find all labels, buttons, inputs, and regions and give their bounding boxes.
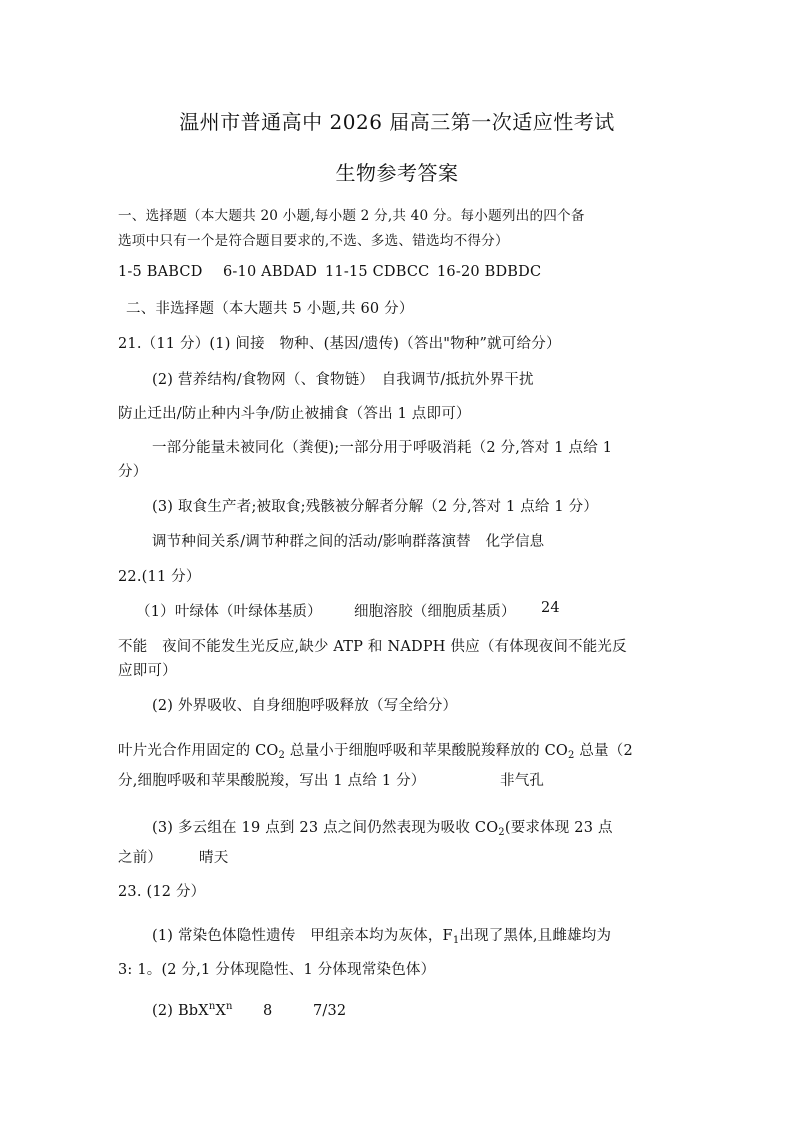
genotype-part-b: X (215, 1003, 226, 1019)
q22-line6-a: 分,细胞呼吸和苹果酸脱羧，写出 1 点给 1 分） (118, 773, 426, 789)
document-title: 温州市普通高中 2026 届高三第一次适应性考试 (179, 110, 615, 134)
q21-line3: 防止迁出/防止种内斗争/防止被捕食（答出 1 点即可） (118, 406, 471, 422)
co2-subscript: 2 (567, 750, 575, 761)
q22-line1-c: 24 (541, 600, 560, 616)
answers-16-20: 16-20 BDBDC (437, 264, 542, 280)
q22-line6-b: 非气孔 (500, 773, 545, 789)
q22-line5-part-b: 总量小于细胞呼吸和苹果酸脱羧释放的 CO (285, 743, 568, 759)
q22-line5-part-a: 叶片光合作用固定的 CO (118, 743, 279, 759)
q22-line4: (2) 外界吸收、自身细胞呼吸释放（写全给分） (152, 698, 458, 714)
q23-line3-ratio: 7/32 (313, 1003, 347, 1019)
q23-line3 (152, 1003, 233, 1019)
q23-line1-part-b: 出现了黑体,且雌雄均为 (459, 928, 612, 944)
q23-line1-part-a: (1) 常染色体隐性遗传 甲组亲本均为灰体，F (152, 928, 453, 944)
q23-heading: 23. (12 分） (118, 884, 206, 900)
q22-line5-part-c: 总量（2 (574, 743, 633, 759)
f1-subscript: 1 (452, 935, 460, 946)
q21-line4: 一部分能量未被同化（粪便);一部分用于呼吸消耗（2 分,答对 1 点给 1 (152, 440, 613, 456)
q21-line2: (2) 营养结构/食物网（、食物链） 自我调节/抵抗外界干扰 (152, 372, 534, 388)
q22-line5 (118, 739, 633, 760)
q22-line8-a: 之前） (118, 850, 163, 866)
q22-line2: 不能 夜间不能发生光反应,缺少 ATP 和 NADPH 供应（有体现夜间不能光反 (118, 639, 627, 655)
document-subtitle: 生物参考答案 (335, 161, 459, 185)
q22-line7-part-a: (3) 多云组在 19 点到 23 点之间仍然表现为吸收 CO (152, 820, 499, 836)
q21-line5: 分） (118, 464, 148, 480)
q22-line1-a: （1）叶绿体（叶绿体基质） (136, 604, 322, 620)
q21-line7: 调节种间关系/调节种群之间的活动/影响群落演替 化学信息 (152, 534, 545, 550)
genotype-part-a: (2) BbX (152, 1003, 209, 1019)
q22-line8-b: 晴天 (199, 850, 229, 866)
q22-line7-part-b: (要求体现 23 点 (504, 820, 613, 836)
q23-line1 (152, 924, 611, 945)
q22-heading: 22.(11 分） (118, 569, 201, 585)
answers-1-5: 1-5 BABCD (118, 264, 203, 280)
answers-6-10: 6-10 ABDAD (223, 264, 318, 280)
section2-heading: 二、非选择题（本大题共 5 小题,共 60 分） (126, 301, 414, 317)
q22-line3: 应即可） (118, 663, 177, 679)
genotype-superscript: n (225, 1001, 233, 1012)
q22-line1-b: 细胞溶胶（细胞质基质） (354, 604, 516, 620)
co2-subscript: 2 (498, 827, 505, 838)
q23-line2: 3: 1。(2 分,1 分体现隐性、1 分体现常染色体） (118, 962, 436, 978)
q22-line7 (152, 816, 613, 837)
q21-line1: 21.（11 分）(1) 间接 物种、(基因/遗传)（答出"物种”就可给分） (118, 336, 561, 352)
section1-heading-line2: 选项中只有一个是符合题目要求的,不选、多选、错选均不得分） (118, 233, 509, 249)
co2-subscript: 2 (278, 750, 286, 761)
section1-heading-line1: 一、选择题（本大题共 20 小题,每小题 2 分,共 40 分。每小题列出的四个备 (118, 208, 585, 224)
q21-line6: (3) 取食生产者;被取食;残骸被分解者分解（2 分,答对 1 点给 1 分） (152, 499, 599, 515)
answers-11-15: 11-15 CDBCC (325, 264, 430, 280)
genotype-superscript: n (208, 1001, 216, 1012)
q23-line3-count: 8 (263, 1003, 273, 1019)
